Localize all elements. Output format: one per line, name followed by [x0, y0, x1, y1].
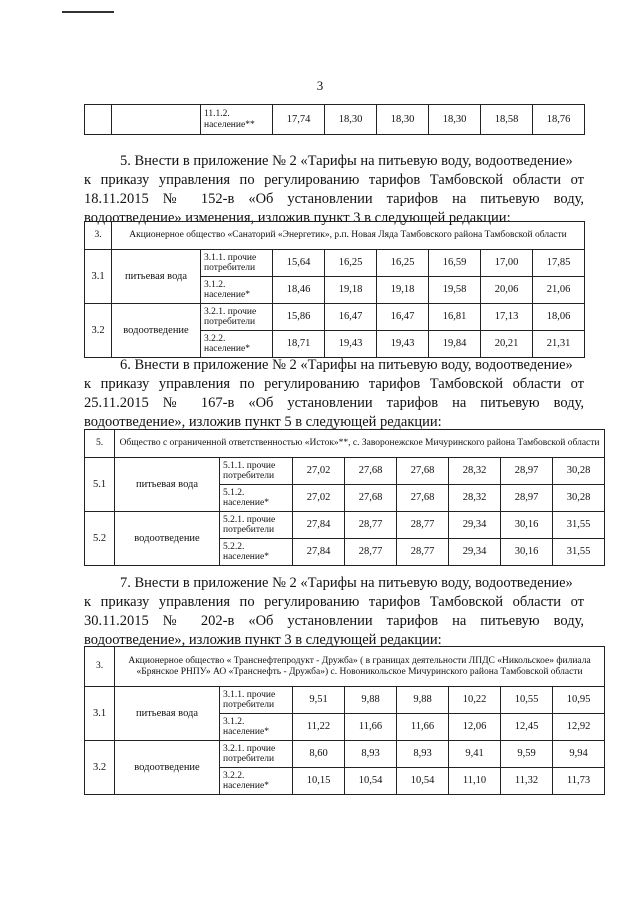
cell-empty [112, 105, 201, 135]
paragraph-line: 5. Внести в приложение № 2 «Тарифы на питьевую воду, водоотведение» [120, 153, 573, 169]
group-number: 3.1 [85, 250, 112, 304]
value-cell: 30,16 [501, 539, 553, 566]
value-cell: 19,43 [325, 331, 377, 358]
value-cell: 27,84 [293, 539, 345, 566]
value-cell: 8,93 [345, 741, 397, 768]
value-cell: 9,41 [449, 741, 501, 768]
value-cell: 30,28 [553, 485, 605, 512]
value-cell: 27,84 [293, 512, 345, 539]
value-cell: 9,88 [397, 687, 449, 714]
value-cell: 19,18 [377, 277, 429, 304]
value-cell: 15,64 [273, 250, 325, 277]
value-cell: 18,76 [533, 105, 585, 135]
row-label: 3.1.2. население* [201, 277, 273, 304]
paragraph-line: водоотведение» изменения, изложив пункт 3 в следующей редакции: [84, 210, 511, 226]
cell-empty [85, 105, 112, 135]
table-continuation [84, 104, 585, 135]
value-cell: 17,74 [273, 105, 325, 135]
paragraph-line: 6. Внести в приложение № 2 «Тарифы на питьевую воду, водоотведение» [120, 357, 573, 373]
group-number: 5.1 [85, 458, 115, 512]
value-cell: 11,66 [397, 714, 449, 741]
table-row [85, 458, 605, 485]
service-name: водоотведение [115, 741, 220, 795]
row-label: 3.2.1. прочие потребители [201, 304, 273, 331]
value-cell: 28,32 [449, 458, 501, 485]
row-label: 5.2.1. прочие потребители [220, 512, 293, 539]
value-cell: 17,13 [481, 304, 533, 331]
row-label: 11.1.2. население** [201, 105, 273, 135]
service-name: водоотведение [112, 304, 201, 358]
row-label: 5.2.2. население* [220, 539, 293, 566]
organization-header: Общество с ограниченной ответственностью «Исток»**, с. Заворонежское Мичуринского района Тамбовской области [115, 430, 605, 458]
value-cell: 10,55 [501, 687, 553, 714]
value-cell: 31,55 [553, 539, 605, 566]
value-cell: 18,06 [533, 304, 585, 331]
value-cell: 16,59 [429, 250, 481, 277]
value-cell: 28,77 [397, 539, 449, 566]
header-rule [62, 11, 114, 13]
value-cell: 27,68 [345, 485, 397, 512]
value-cell: 27,68 [397, 485, 449, 512]
service-name: питьевая вода [112, 250, 201, 304]
item-number: 3. [85, 222, 112, 250]
table-row [85, 687, 605, 714]
row-label: 5.1.1. прочие потребители [220, 458, 293, 485]
item-number: 3. [85, 647, 115, 687]
table-row [85, 741, 605, 768]
organization-header: Акционерное общество « Транснефтепродукт - Дружба» ( в границах деятельности ЛПДС «Никольское» филиала «Брянское РНПУ» АО «Транснефть - Дружба») с. Новоникольское Мичуринского района Тамбовской области [115, 647, 605, 687]
value-cell: 9,59 [501, 741, 553, 768]
value-cell: 18,46 [273, 277, 325, 304]
value-cell: 16,47 [325, 304, 377, 331]
value-cell: 12,45 [501, 714, 553, 741]
value-cell: 11,73 [553, 768, 605, 795]
value-cell: 30,16 [501, 512, 553, 539]
row-label: 3.1.2. население* [220, 714, 293, 741]
row-label: 3.2.2. население* [201, 331, 273, 358]
value-cell: 31,55 [553, 512, 605, 539]
value-cell: 28,77 [397, 512, 449, 539]
value-cell: 19,43 [377, 331, 429, 358]
table-row [85, 512, 605, 539]
paragraph-line: к приказу управления по регулированию тарифов Тамбовской области от [84, 594, 584, 610]
value-cell: 20,21 [481, 331, 533, 358]
row-label: 3.2.2. население* [220, 768, 293, 795]
value-cell: 28,32 [449, 485, 501, 512]
value-cell: 16,25 [325, 250, 377, 277]
value-cell: 16,47 [377, 304, 429, 331]
paragraph-line: к приказу управления по регулированию тарифов Тамбовской области от [84, 376, 584, 392]
value-cell: 18,30 [429, 105, 481, 135]
paragraph-line: к приказу управления по регулированию тарифов Тамбовской области от [84, 172, 584, 188]
value-cell: 21,31 [533, 331, 585, 358]
value-cell: 29,34 [449, 512, 501, 539]
value-cell: 12,06 [449, 714, 501, 741]
value-cell: 8,93 [397, 741, 449, 768]
value-cell: 8,60 [293, 741, 345, 768]
page-number: 3 [316, 78, 324, 93]
value-cell: 15,86 [273, 304, 325, 331]
paragraph-line: 25.11.2015 № 167-в «Об установлении тарифов на питьевую воду, [84, 395, 584, 411]
group-number: 3.2 [85, 304, 112, 358]
value-cell: 28,77 [345, 539, 397, 566]
value-cell: 18,30 [325, 105, 377, 135]
table-section-7 [84, 646, 605, 795]
value-cell: 11,22 [293, 714, 345, 741]
row-label: 3.1.1. прочие потребители [220, 687, 293, 714]
value-cell: 28,77 [345, 512, 397, 539]
value-cell: 20,06 [481, 277, 533, 304]
value-cell: 17,85 [533, 250, 585, 277]
service-name: питьевая вода [115, 687, 220, 741]
paragraph-line: 7. Внести в приложение № 2 «Тарифы на питьевую воду, водоотведение» [120, 575, 573, 591]
value-cell: 30,28 [553, 458, 605, 485]
service-name: водоотведение [115, 512, 220, 566]
value-cell: 18,30 [377, 105, 429, 135]
paragraph-line: водоотведение», изложив пункт 5 в следующей редакции: [84, 414, 442, 430]
group-number: 3.1 [85, 687, 115, 741]
value-cell: 28,97 [501, 458, 553, 485]
value-cell: 10,95 [553, 687, 605, 714]
value-cell: 10,54 [345, 768, 397, 795]
value-cell: 19,84 [429, 331, 481, 358]
value-cell: 16,25 [377, 250, 429, 277]
row-label: 3.1.1. прочие потребители [201, 250, 273, 277]
value-cell: 19,18 [325, 277, 377, 304]
value-cell: 18,71 [273, 331, 325, 358]
item-number: 5. [85, 430, 115, 458]
value-cell: 10,15 [293, 768, 345, 795]
value-cell: 11,66 [345, 714, 397, 741]
paragraph-line: 30.11.2015 № 202-в «Об установлении тарифов на питьевую воду, [84, 613, 584, 629]
table-row [85, 304, 585, 331]
paragraph-line: водоотведение», изложив пункт 3 в следующей редакции: [84, 632, 442, 648]
value-cell: 27,68 [397, 458, 449, 485]
value-cell: 11,10 [449, 768, 501, 795]
value-cell: 10,22 [449, 687, 501, 714]
row-label: 3.2.1. прочие потребители [220, 741, 293, 768]
value-cell: 9,94 [553, 741, 605, 768]
value-cell: 27,68 [345, 458, 397, 485]
section-7-paragraph [84, 574, 584, 650]
value-cell: 21,06 [533, 277, 585, 304]
section-5-paragraph [84, 152, 584, 228]
value-cell: 9,88 [345, 687, 397, 714]
group-number: 3.2 [85, 741, 115, 795]
row-label: 5.1.2. население* [220, 485, 293, 512]
value-cell: 29,34 [449, 539, 501, 566]
value-cell: 27,02 [293, 458, 345, 485]
value-cell: 9,51 [293, 687, 345, 714]
section-6-paragraph [84, 356, 584, 432]
value-cell: 27,02 [293, 485, 345, 512]
value-cell: 11,32 [501, 768, 553, 795]
group-number: 5.2 [85, 512, 115, 566]
value-cell: 28,97 [501, 485, 553, 512]
organization-header: Акционерное общество «Санаторий «Энергетик», р.п. Новая Ляда Тамбовского района Тамбовской области [112, 222, 585, 250]
value-cell: 17,00 [481, 250, 533, 277]
table-section-6 [84, 429, 605, 566]
table-row [85, 105, 585, 135]
table-section-5 [84, 221, 585, 358]
paragraph-line: 18.11.2015 № 152-в «Об установлении тарифов на питьевую воду, [84, 191, 584, 207]
table-row [85, 250, 585, 277]
value-cell: 16,81 [429, 304, 481, 331]
service-name: питьевая вода [115, 458, 220, 512]
value-cell: 18,58 [481, 105, 533, 135]
value-cell: 10,54 [397, 768, 449, 795]
value-cell: 19,58 [429, 277, 481, 304]
value-cell: 12,92 [553, 714, 605, 741]
